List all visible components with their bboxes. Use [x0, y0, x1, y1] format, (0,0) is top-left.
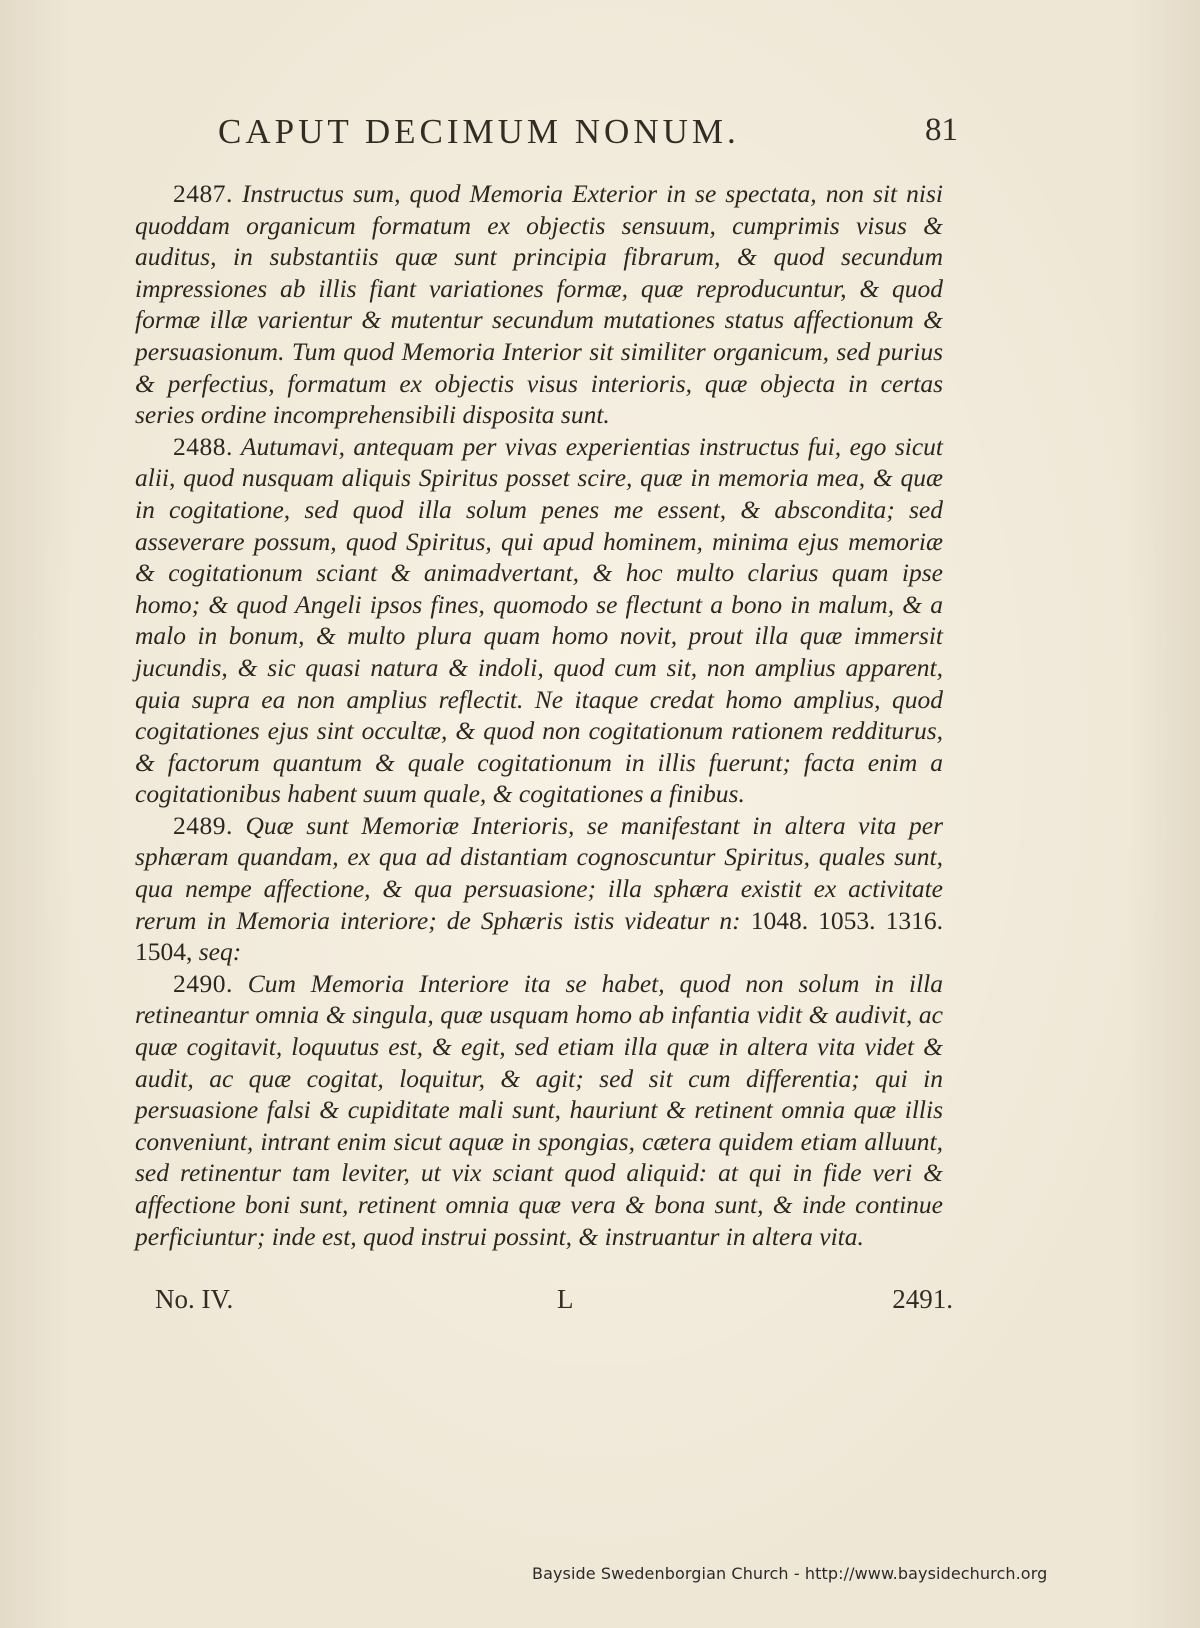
running-title: CAPUT DECIMUM NONUM.	[218, 112, 740, 151]
paragraph-text: Cum Memoria Interiore ita se habet, quod non solum in illa retineantur omnia & singula, quæ usquam homo ab infantia vidit & audivit, ac quæ cogitavit, loquutus est, & egit, sed etiam illa quæ in altera vita videt & audit, ac quæ cogitat, loquitur, & agit; sed sit cum differentia; qui in persuasione falsi & cupiditate mali sunt, hauriunt & retinent omnia quæ illis conveniunt, intrant enim sicut aquæ in spongias, cætera quidem etiam alluunt, sed retinentur tam leviter, ut vix sciant quod aliquid: at qui in fide veri & affectione boni sunt, retinent omnia quæ vera & bona sunt, & inde continue perficiuntur; inde est, quod instrui possint, & instruantur in altera vita.	[135, 968, 943, 1251]
paragraph-2488	[135, 431, 943, 810]
paragraph-2490	[135, 968, 943, 1252]
paragraph-tail: seq:	[198, 937, 242, 967]
paragraph-text: Autumavi, antequam per vivas experientias instructus fui, ego sicut alii, quod nusquam aliquis Spiritus posset scire, quæ in memoria mea, & quæ in cogitatione, sed quod illa solum penes me essent, & abscondita; sed asseverare possum, quod Spiritus, qui apud hominem, minima ejus memoriæ & cogitationum sciant & animadvertant, & hoc multo clarius quam ipse homo; & quod Angeli ipsos fines, quomodo se flectunt a bono in malum, & a malo in bonum, & multo plura quam homo novit, prout illa quæ immersit jucundis, & sic quasi natura & indoli, quod cum sit, non amplius apparent, quia supra ea non amplius reflectit. Ne itaque credat homo amplius, quod cogitationes ejus sint occultæ, & quod non cogitationum rationem redditurus, & factorum quantum & quale cogitationum in illis fuerunt; facta enim a cogitationibus habent suum quale, & cogitationes a finibus.	[135, 431, 943, 809]
catchword: 2491.	[892, 1284, 953, 1314]
paragraph-text: Quæ sunt Memoriæ Interioris, se manifestant in altera vita per sphæram quandam, ex qua ad distantiam cognoscuntur Spiritus, quales sunt, qua nempe affectione, & qua persuasione; illa sphæra existit ex activitate rerum in Memoria interiore; de Sphæris istis videatur n:	[135, 810, 943, 935]
paragraph-2489	[135, 810, 943, 968]
paragraph-number: 2489.	[173, 810, 233, 840]
paragraph-number: 2487.	[173, 179, 233, 208]
cross-references: 1048. 1053. 1316. 1504,	[135, 905, 944, 967]
body-text	[135, 178, 943, 1252]
paragraph-2487	[135, 178, 943, 431]
page-header	[218, 112, 958, 172]
paragraph-number: 2490.	[173, 968, 233, 998]
paragraph-number: 2488.	[173, 431, 233, 461]
paragraph-text: Instructus sum, quod Memoria Exterior in se spectata, non sit nisi quoddam organicum formatum ex objectis sensuum, cumprimis visus & auditus, in substantiis quæ sunt principia fibrarum, & quod secundum impressiones ab illis fiant variationes formæ, quæ reproducuntur, & quod formæ illæ varientur & mutentur secundum mutationes status affectionum & persuasionum. Tum quod Memoria Interior sit similiter organicum, sed purius & perfectius, formatum ex objectis visus interioris, quæ objecta in certas series ordine incomprehensibili disposita sunt.	[135, 179, 944, 430]
page-number: 81	[925, 112, 958, 148]
source-watermark: Bayside Swedenborgian Church - http://www.baysidechurch.org	[532, 1564, 1048, 1583]
sheet-letter: L	[557, 1284, 574, 1314]
page-footer	[155, 1284, 953, 1324]
volume-signature: No. IV.	[155, 1284, 234, 1314]
